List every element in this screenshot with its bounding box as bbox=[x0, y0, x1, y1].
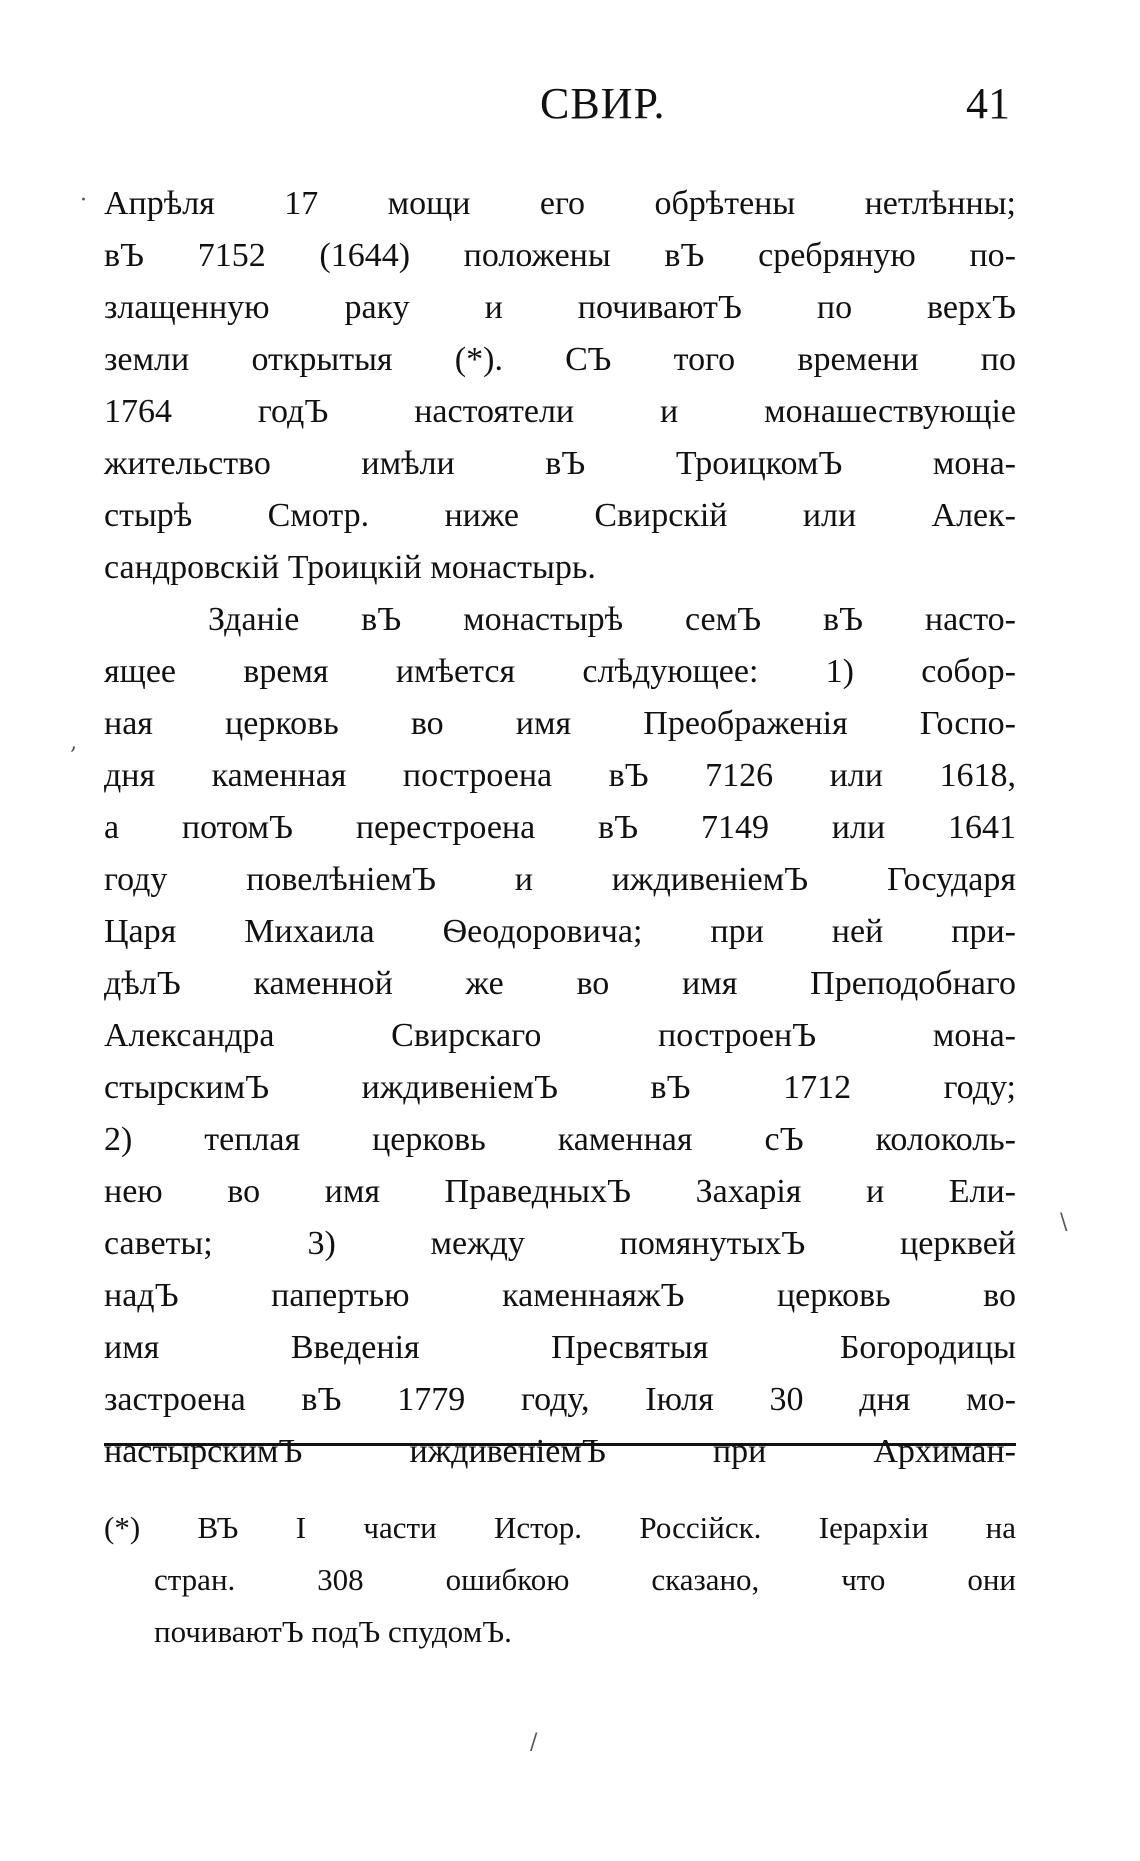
text-line: дня каменная построена вЪ 7126 или 1618, bbox=[104, 757, 1016, 794]
text-line: жительство имѣли вЪ ТроицкомЪ мона- bbox=[104, 445, 1016, 482]
running-head bbox=[500, 78, 1020, 138]
footnote-line: (*) ВЪ I части Истор. Россійск. Іерархіи на bbox=[104, 1510, 1016, 1545]
running-title: СВИР. bbox=[540, 79, 666, 128]
text-line: 2) теплая церковь каменная сЪ колоколь- bbox=[104, 1121, 1016, 1158]
text-line: Александра Свирскаго построенЪ мона- bbox=[104, 1017, 1016, 1054]
text-line: надЪ папертью каменнаяжЪ церковь во bbox=[104, 1277, 1016, 1314]
text-line: стырскимЪ иждивеніемЪ вЪ 1712 году; bbox=[104, 1069, 1016, 1106]
text-line: 1764 годЪ настоятели и монашествующіе bbox=[104, 393, 1016, 430]
page-speck: · bbox=[80, 188, 87, 213]
text-line: а потомЪ перестроена вЪ 7149 или 1641 bbox=[104, 809, 1016, 846]
text-line: сандровскій Троицкій монастырь. bbox=[104, 549, 596, 586]
text-line: злащенную раку и почиваютЪ по верхЪ bbox=[104, 289, 1016, 326]
page-speck: \ bbox=[1060, 1210, 1068, 1235]
page-number: 41 bbox=[966, 79, 1010, 128]
main-text bbox=[104, 178, 1016, 1478]
separator-rule bbox=[104, 1443, 1016, 1446]
text-line: настырскимЪ иждивеніемЪ при Архиман- bbox=[104, 1433, 1016, 1470]
text-line: Апрѣля 17 мощи его обрѣтены нетлѣнны; bbox=[104, 185, 1016, 222]
text-line: стырѣ Смотр. ниже Свирскій или Алек- bbox=[104, 497, 1016, 534]
page-speck: ‚ bbox=[70, 730, 77, 755]
text-line: нею во имя ПраведныхЪ Захарія и Ели- bbox=[104, 1173, 1016, 1210]
footnote-line: почиваютЪ подЪ спудомЪ. bbox=[154, 1614, 512, 1649]
text-line: ящее время имѣется слѣдующее: 1) собор- bbox=[104, 653, 1016, 690]
footnote-separator bbox=[104, 1443, 1016, 1447]
text-line: земли открытыя (*). СЪ того времени по bbox=[104, 341, 1016, 378]
page-speck: / bbox=[530, 1730, 538, 1755]
footnote-line: стран. 308 ошибкою сказано, что они bbox=[154, 1562, 1016, 1597]
text-line: застроена вЪ 1779 году, Іюля 30 дня мо- bbox=[104, 1381, 1016, 1418]
text-line: ная церковь во имя Преображенія Госпо- bbox=[104, 705, 1016, 742]
footnote bbox=[104, 1502, 1016, 1658]
paragraph-first-line: Зданіе вЪ монастырѣ семЪ вЪ насто- bbox=[208, 601, 1016, 638]
text-line: саветы; 3) между помянутыхЪ церквей bbox=[104, 1225, 1016, 1262]
text-line: имя Введенія Пресвятыя Богородицы bbox=[104, 1329, 1016, 1366]
text-line: Царя Михаила Ѳеодоровича; при ней при- bbox=[104, 913, 1016, 950]
text-line: году повелѣніемЪ и иждивеніемЪ Государя bbox=[104, 861, 1016, 898]
text-line: дѣлЪ каменной же во имя Преподобнаго bbox=[104, 965, 1016, 1002]
text-line: вЪ 7152 (1644) положены вЪ сребряную по- bbox=[104, 237, 1016, 274]
